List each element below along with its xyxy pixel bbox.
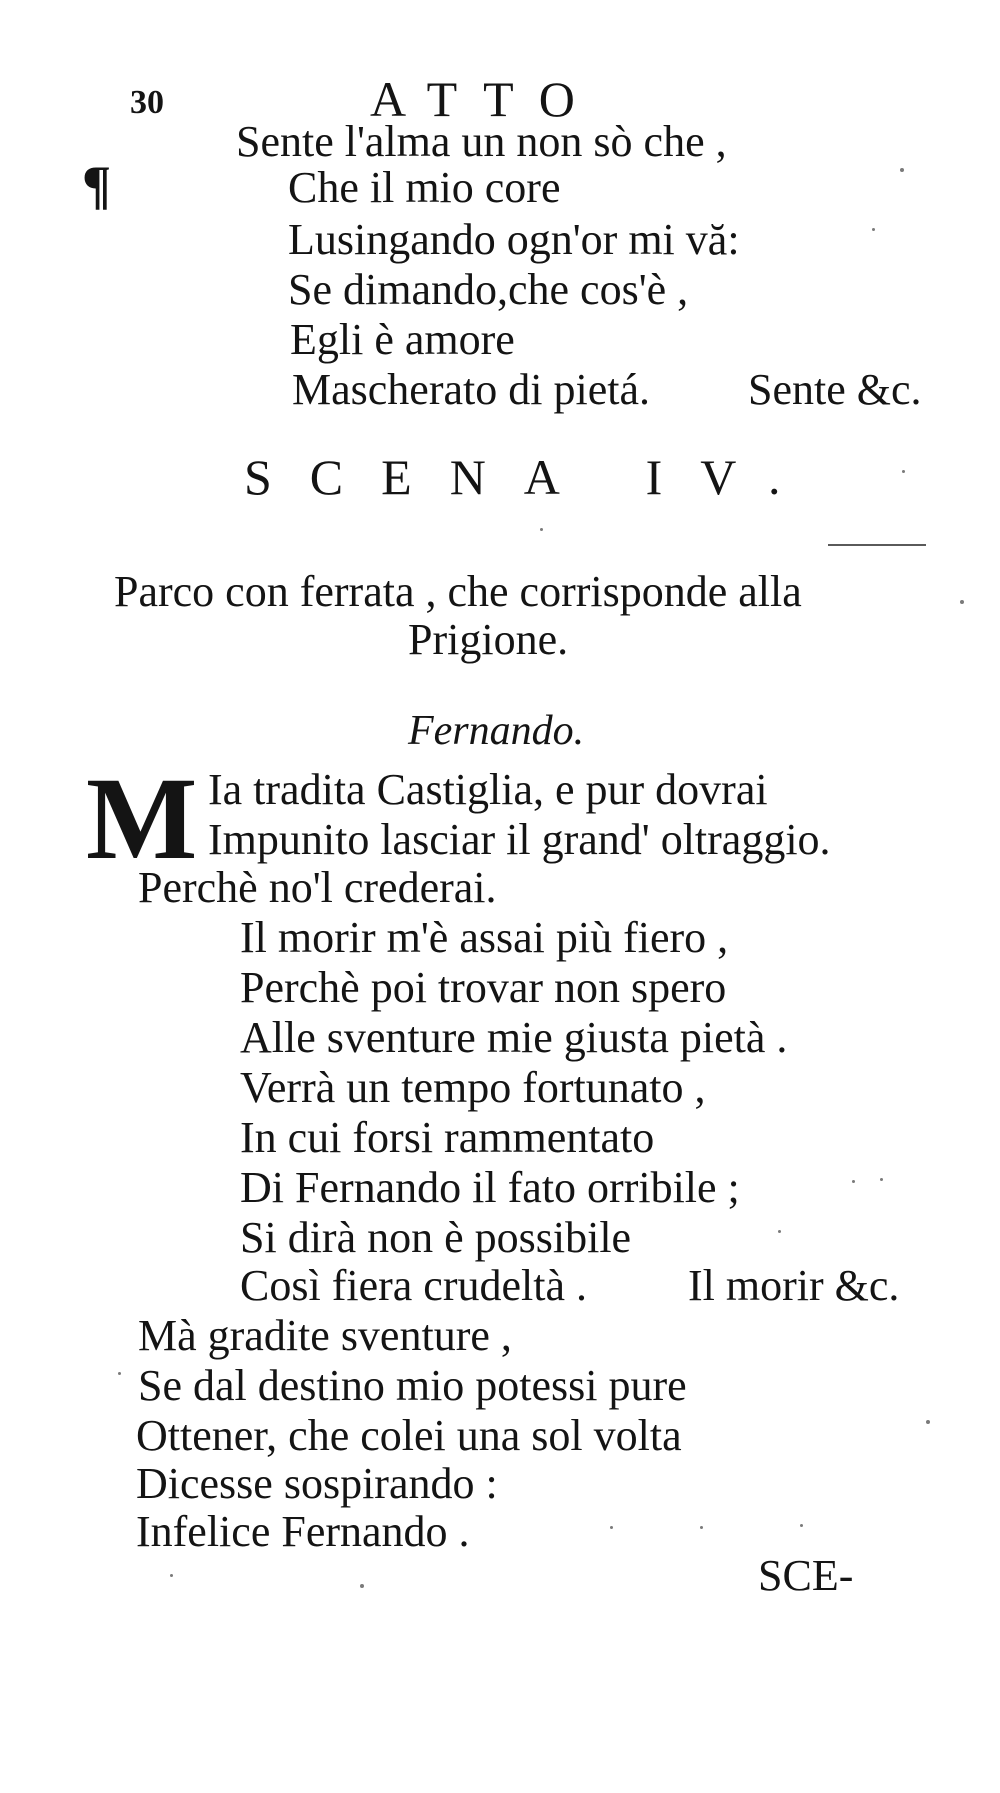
aria-line: Alle sventure mie giusta pietà . — [240, 1013, 788, 1062]
aria-line: Si dirà non è possibile — [240, 1213, 632, 1262]
scan-speck — [880, 1178, 883, 1181]
scan-speck — [872, 228, 875, 231]
drop-cap-initial: M — [86, 753, 198, 884]
scan-speck — [902, 470, 905, 473]
aria-line: In cui forsi rammentato — [240, 1113, 655, 1162]
scan-speck — [926, 1420, 930, 1424]
pilcrow-mark: ¶ — [82, 155, 112, 215]
scene-title: SCENA IV. — [244, 449, 819, 505]
scan-speck — [900, 168, 904, 172]
aria-line: Che il mio core — [288, 163, 561, 212]
aria-line: Il morir m'è assai più fiero , — [240, 913, 729, 962]
stage-direction: Prigione. — [408, 615, 569, 664]
speech-line: Ottener, che colei una sol volta — [136, 1411, 682, 1460]
aria-line: Lusingando ogn'or mi vă: — [288, 215, 740, 264]
catchword: SCE- — [758, 1551, 854, 1600]
aria-line: Perchè poi trovar non spero — [240, 963, 727, 1012]
scan-speck — [960, 600, 964, 604]
stage-direction: Parco con ferrata , che corrisponde alla — [114, 567, 802, 616]
speech-line: Perchè no'l crederai. — [138, 863, 497, 912]
aria-refrain-reference: Sente &c. — [748, 365, 922, 414]
aria-line: Se dimando,che cos'è , — [288, 265, 689, 314]
scan-speck — [540, 528, 543, 531]
scan-speck — [360, 1584, 364, 1588]
speech-line: Dicesse sospirando : — [136, 1459, 498, 1508]
scan-speck — [778, 1230, 781, 1233]
page-number: 30 — [130, 84, 164, 121]
scan-speck — [170, 1574, 173, 1577]
scan-speck — [800, 1524, 803, 1527]
aria-line: Di Fernando il fato orribile ; — [240, 1163, 740, 1212]
aria-line: Così fiera crudeltà . — [240, 1261, 587, 1310]
speech-line: Impunito lasciar il grand' oltraggio. — [208, 815, 831, 864]
scan-speck — [118, 1372, 121, 1375]
running-title: ATTO — [370, 71, 601, 127]
aria-line: Egli è amore — [290, 315, 515, 364]
aria-line: Verrà un tempo fortunato , — [240, 1063, 706, 1112]
aria-line: Mascherato di pietá. — [292, 365, 650, 414]
scan-speck — [852, 1180, 855, 1183]
divider-rule — [828, 544, 926, 546]
speech-line: Se dal destino mio potessi pure — [138, 1361, 687, 1410]
aria-line: Sente l'alma un non sò che , — [236, 117, 727, 166]
scan-speck — [610, 1526, 613, 1529]
speech-line: Ia tradita Castiglia, e pur dovrai — [208, 765, 768, 814]
speech-line: Mà gradite sventure , — [138, 1311, 512, 1360]
speaker-name: Fernando. — [408, 708, 585, 754]
aria-refrain-reference: Il morir &c. — [688, 1261, 900, 1310]
speech-line: Infelice Fernando . — [136, 1507, 470, 1556]
scan-speck — [700, 1526, 703, 1529]
